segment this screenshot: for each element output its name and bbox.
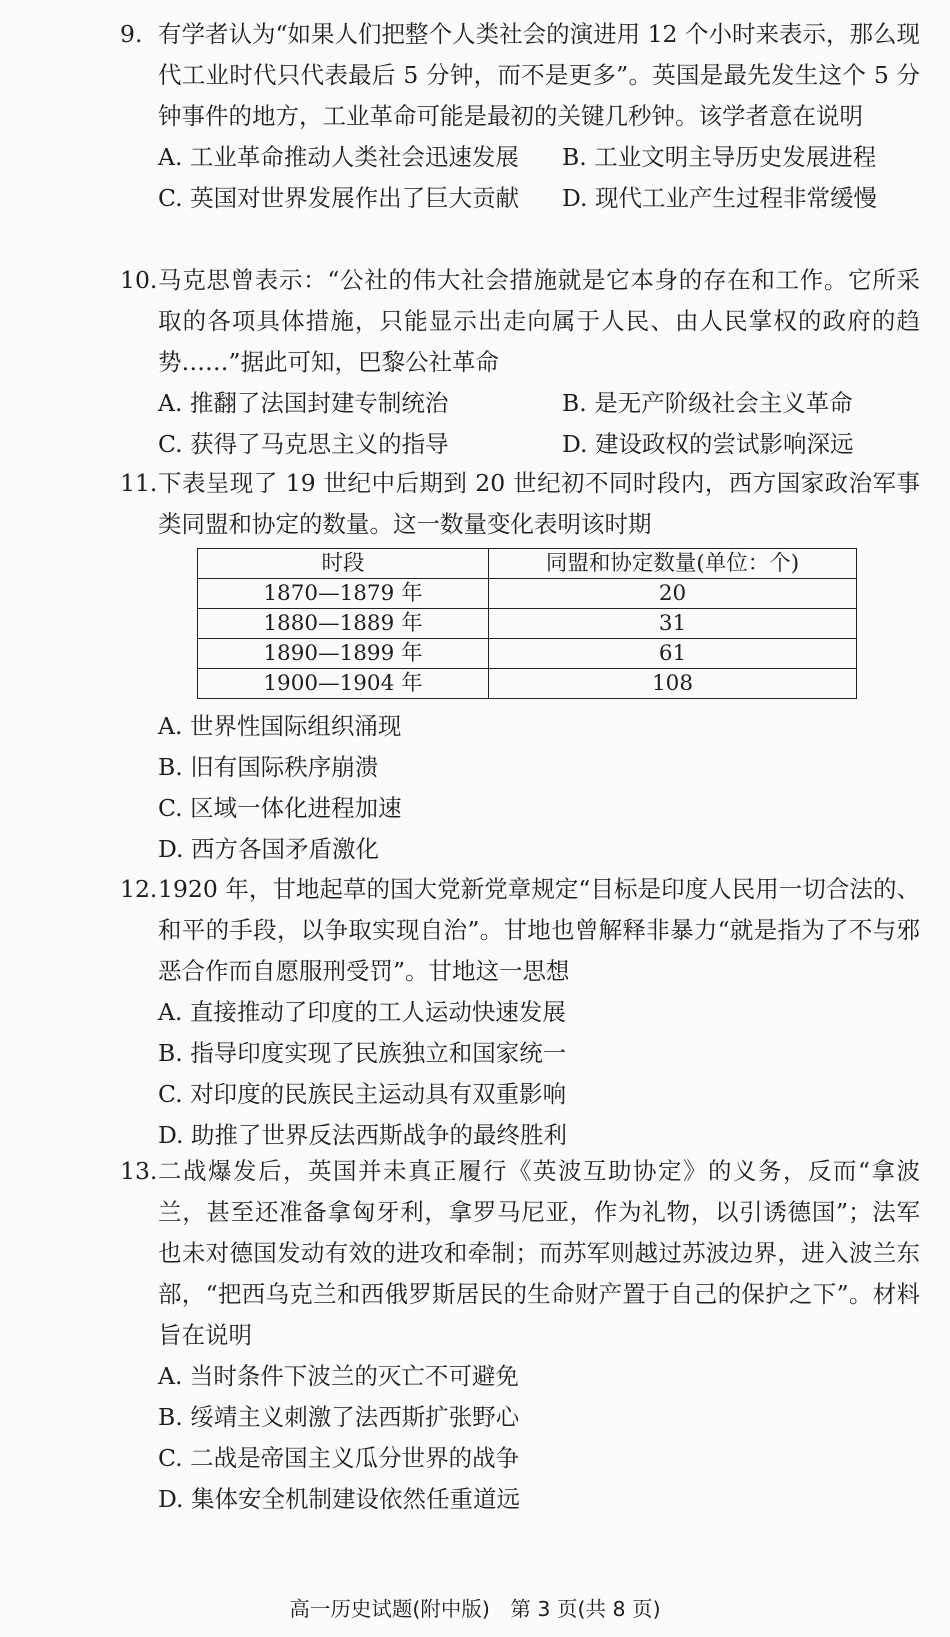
question-number: 13. xyxy=(120,1157,158,1185)
option-c: C. 对印度的民族民主运动具有双重影响 xyxy=(158,1080,567,1108)
question-number: 12. xyxy=(120,875,158,903)
table-cell-period: 1880—1889 年 xyxy=(198,609,489,639)
question-number: 11. xyxy=(120,469,158,497)
table-cell-period: 1890—1899 年 xyxy=(198,639,489,669)
question-11-options xyxy=(120,706,920,870)
table-cell-count: 20 xyxy=(489,579,857,609)
table-cell-period: 1870—1879 年 xyxy=(198,579,489,609)
table-header-period: 时段 xyxy=(198,549,489,579)
table-row xyxy=(198,609,857,639)
option-d: D. 西方各国矛盾激化 xyxy=(158,835,379,863)
table-row xyxy=(198,579,857,609)
table-header-count: 同盟和协定数量(单位：个) xyxy=(489,549,857,579)
alliance-count-table xyxy=(197,548,857,699)
question-11 xyxy=(120,463,920,545)
option-c: C. 区域一体化进程加速 xyxy=(158,794,402,822)
table-row xyxy=(198,639,857,669)
option-row xyxy=(158,383,920,424)
question-number: 9. xyxy=(120,20,143,48)
question-stem: 有学者认为“如果人们把整个人类社会的演进用 12 个小时来表示，那么现代工业时代只代表最后 5 分钟，而不是更多”。英国是最先发生这个 5 分钟事件的地方，工业革命可能是最初的关键几秒钟。该学者意在说明 xyxy=(158,20,920,130)
option-a: A. 工业革命推动人类社会迅速发展 xyxy=(158,143,519,171)
option-d: D. 助推了世界反法西斯战争的最终胜利 xyxy=(158,1121,567,1149)
option-b: B. 工业文明主导历史发展进程 xyxy=(562,143,877,171)
option-c: C. 获得了马克思主义的指导 xyxy=(158,430,449,458)
option-a: A. 当时条件下波兰的灭亡不可避免 xyxy=(158,1362,519,1390)
table-header-row xyxy=(198,549,857,579)
option-d: D. 建设政权的尝试影响深远 xyxy=(562,430,854,458)
table-cell-period: 1900—1904 年 xyxy=(198,669,489,699)
option-d: D. 现代工业产生过程非常缓慢 xyxy=(562,184,877,212)
question-12 xyxy=(120,869,920,1156)
option-b: B. 是无产阶级社会主义革命 xyxy=(562,389,853,417)
option-row xyxy=(158,137,920,178)
option-a: A. 推翻了法国封建专制统治 xyxy=(158,389,449,417)
option-row xyxy=(158,178,920,219)
question-number: 10. xyxy=(120,266,158,294)
option-c: C. 二战是帝国主义瓜分世界的战争 xyxy=(158,1444,520,1472)
table-cell-count: 61 xyxy=(489,639,857,669)
option-b: B. 绥靖主义刺激了法西斯扩张野心 xyxy=(158,1403,520,1431)
option-a: A. 世界性国际组织涌现 xyxy=(158,712,402,740)
option-c: C. 英国对世界发展作出了巨大贡献 xyxy=(158,184,520,212)
table-cell-count: 31 xyxy=(489,609,857,639)
page-footer: 高一历史试题(附中版) 第 3 页(共 8 页) xyxy=(289,1597,661,1621)
question-stem: 二战爆发后，英国并未真正履行《英波互助协定》的义务，反而“拿波兰，甚至还准备拿匈牙利，拿罗马尼亚，作为礼物，以引诱德国”；法军也未对德国发动有效的进攻和牵制；而苏军则越过苏波边界，进入波兰东部，“把西乌克兰和西俄罗斯居民的生命财产置于自己的保护之下”。材料旨在说明 xyxy=(158,1157,920,1349)
table-cell-count: 108 xyxy=(489,669,857,699)
option-b: B. 指导印度实现了民族独立和国家统一 xyxy=(158,1039,567,1067)
table-row xyxy=(198,669,857,699)
question-9 xyxy=(120,14,920,219)
option-d: D. 集体安全机制建设依然任重道远 xyxy=(158,1485,520,1513)
question-stem: 1920 年，甘地起草的国大党新党章规定“目标是印度人民用一切合法的、和平的手段，以争取实现自治”。甘地也曾解释非暴力“就是指为了不与邪恶合作而自愿服刑受罚”。甘地这一思想 xyxy=(158,875,920,985)
option-a: A. 直接推动了印度的工人运动快速发展 xyxy=(158,998,566,1026)
question-stem: 下表呈现了 19 世纪中后期到 20 世纪初不同时段内，西方国家政治军事类同盟和协定的数量。这一数量变化表明该时期 xyxy=(158,469,920,538)
question-stem: 马克思曾表示：“公社的伟大社会措施就是它本身的存在和工作。它所采取的各项具体措施，只能显示出走向属于人民、由人民掌权的政府的趋势……”据此可知，巴黎公社革命 xyxy=(158,266,920,376)
option-b: B. 旧有国际秩序崩溃 xyxy=(158,753,379,781)
option-row xyxy=(158,424,920,465)
question-10 xyxy=(120,260,920,465)
question-13 xyxy=(120,1151,920,1520)
